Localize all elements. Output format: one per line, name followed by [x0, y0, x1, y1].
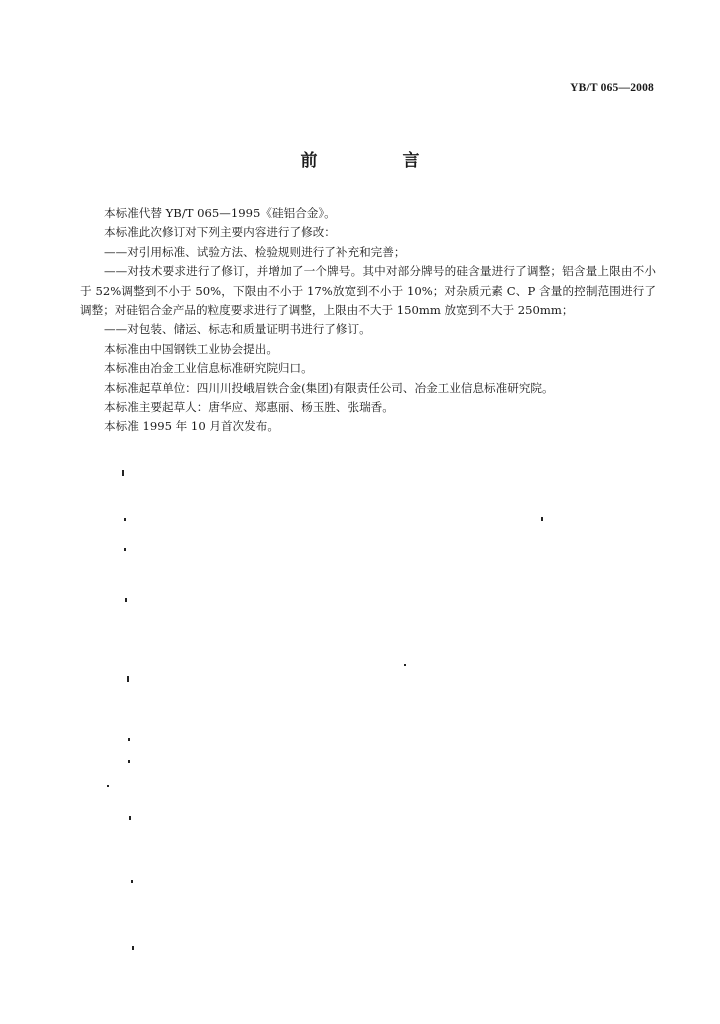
scan-speck	[129, 816, 131, 820]
scan-speck	[124, 548, 126, 551]
scan-speck	[107, 785, 109, 787]
paragraph-centralized-by: 本标准由冶金工业信息标准研究院归口。	[104, 361, 313, 376]
paragraph-drafting-units: 本标准起草单位：四川川投峨眉铁合金(集团)有限责任公司、冶金工业信息标准研究院。	[104, 380, 554, 395]
paragraph-replaces: 本标准代替 YB/T 065—1995《硅铝合金》。	[104, 206, 336, 220]
paragraph-proposed-by: 本标准由中国钢铁工业协会提出。	[104, 341, 278, 356]
scan-speck	[404, 664, 406, 666]
paragraph-first-issued: 本标准 1995 年 10 月首次发布。	[104, 419, 279, 434]
paragraph-revision-item-3: ——对包装、储运、标志和质量证明书进行了修订。	[104, 322, 371, 337]
paragraph-revision-intro: 本标准此次修订对下列主要内容进行了修改：	[104, 225, 336, 240]
foreword-body	[80, 204, 656, 437]
scan-speck	[128, 738, 130, 741]
scan-speck	[128, 760, 130, 763]
scan-speck	[125, 598, 127, 602]
scan-speck	[131, 880, 133, 883]
paragraph-revision-item-2: ——对技术要求进行了修订，并增加了一个牌号。其中对部分牌号的硅含量进行了调整；铝含量上限由不小于 52%调整到不小于 50%，下限由不小于 17%放宽到不小于 10%；对杂质元素 C、P 含量的控制范围进行了调整；对硅铝合金产品的粒度要求进行了调整，上限由不大于 150mm 放宽到不大于 250mm；	[80, 264, 656, 318]
paragraph-revision-item-1: ——对引用标准、试验方法、检验规则进行了补充和完善；	[104, 244, 406, 259]
scan-speck	[127, 676, 129, 682]
scan-speck	[132, 946, 134, 950]
paragraph-drafters: 本标准主要起草人：唐华应、郑惠丽、杨玉胜、张瑞香。	[104, 400, 394, 415]
scan-speck	[122, 470, 124, 476]
standard-code: YB/T 065—2008	[570, 82, 654, 94]
scan-speck	[541, 517, 543, 521]
scan-speck	[124, 518, 126, 521]
page-title: 前 言	[300, 151, 454, 171]
